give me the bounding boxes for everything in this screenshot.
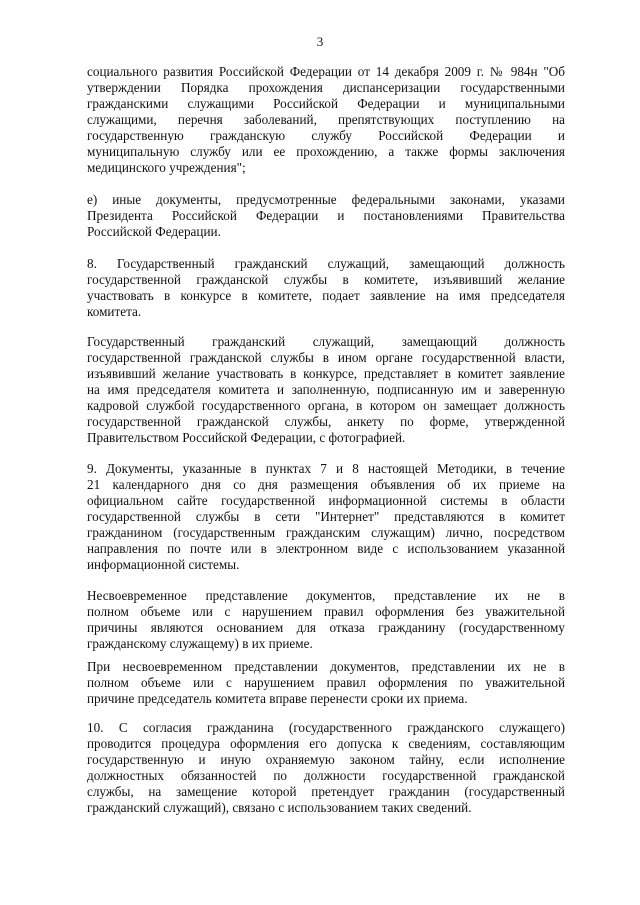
paragraph-last-line: гражданский служащий), связано с использованием таких сведений. (87, 800, 472, 815)
paragraph-9 (87, 461, 565, 573)
paragraph-lines: Государственный гражданский служащий, замещающий должность государственной гражданской службы в ином органе государственной власти, изъявивший желание участвовать в конкурсе, представляет в комитет заявление на имя председателя комитета и заполненную, подписанную им и заверенную кадровой службой государственного органа, в котором он замещает должность государственной гражданской службы, анкету по форме, утвержденной (87, 334, 565, 429)
paragraph-lines: Несвоевременное представление документов, представление их не в полном объеме или с нарушением правил оформления без уважительной причины являются основанием для отказа гражданину (государственному (87, 588, 565, 635)
paragraph-9-late-submission (87, 588, 565, 652)
paragraph-8-other-body (87, 334, 565, 446)
paragraph-lines: 9. Документы, указанные в пунктах 7 и 8 настоящей Методики, в течение 21 календарного дня со дня размещения объявления об их приеме на официальном сайте государственной информационной системы в области государственной службы в сети "Интернет" представляются в комитет гражданином (государственным гражданским служащим) лично, посредством направления по почте или в электронном виде с использованием указанной (87, 461, 565, 556)
paragraph-lines: 10. С согласия гражданина (государственного гражданского служащего) проводится процедура оформления его допуска к сведениям, составляющим государственную и иную охраняемую законом тайну, если исполнение должностных обязанностей по должности государственной гражданской службы, на замещение которой претендует гражданин (государственный (87, 720, 565, 799)
paragraph-10 (87, 720, 565, 816)
paragraph-continuation (87, 64, 565, 176)
paragraph-lines: социального развития Российской Федерации от 14 декабря 2009 г. № 984н "Об утверждении Порядка прохождения диспансеризации государственными гражданскими служащими Российской Федерации и муниципальными служащими, перечня заболеваний, препятствующих поступлению на государственную гражданскую службу Российской Федерации и муниципальную службу или ее прохождению, а также формы заключения (87, 64, 565, 159)
paragraph-9-valid-reason (87, 659, 565, 707)
paragraph-last-line: Правительством Российской Федерации, с фотографией. (87, 430, 406, 445)
paragraph-last-line: причине председатель комитета вправе перенести сроки их приема. (87, 691, 468, 706)
paragraph-last-line: гражданскому служащему) в их приеме. (87, 636, 313, 651)
paragraph-lines: При несвоевременном представлении документов, представлении их не в полном объеме или с нарушением правил оформления по уважительной (87, 659, 565, 690)
paragraph-8 (87, 256, 565, 320)
page-number: 3 (316, 34, 324, 49)
paragraph-item-e (87, 192, 565, 240)
paragraph-last-line: комитета. (87, 304, 142, 319)
paragraph-lines: 8. Государственный гражданский служащий, замещающий должность государственной гражданской службы в комитете, изъявивший желание участвовать в конкурсе в комитете, подает заявление на имя председателя (87, 256, 565, 303)
paragraph-last-line: информационной системы. (87, 557, 240, 572)
paragraph-last-line: медицинского учреждения"; (87, 160, 246, 175)
paragraph-lines: е) иные документы, предусмотренные федеральными законами, указами Президента Российской Федерации и постановлениями Правительства (87, 192, 565, 223)
paragraph-last-line: Российской Федерации. (87, 224, 221, 239)
